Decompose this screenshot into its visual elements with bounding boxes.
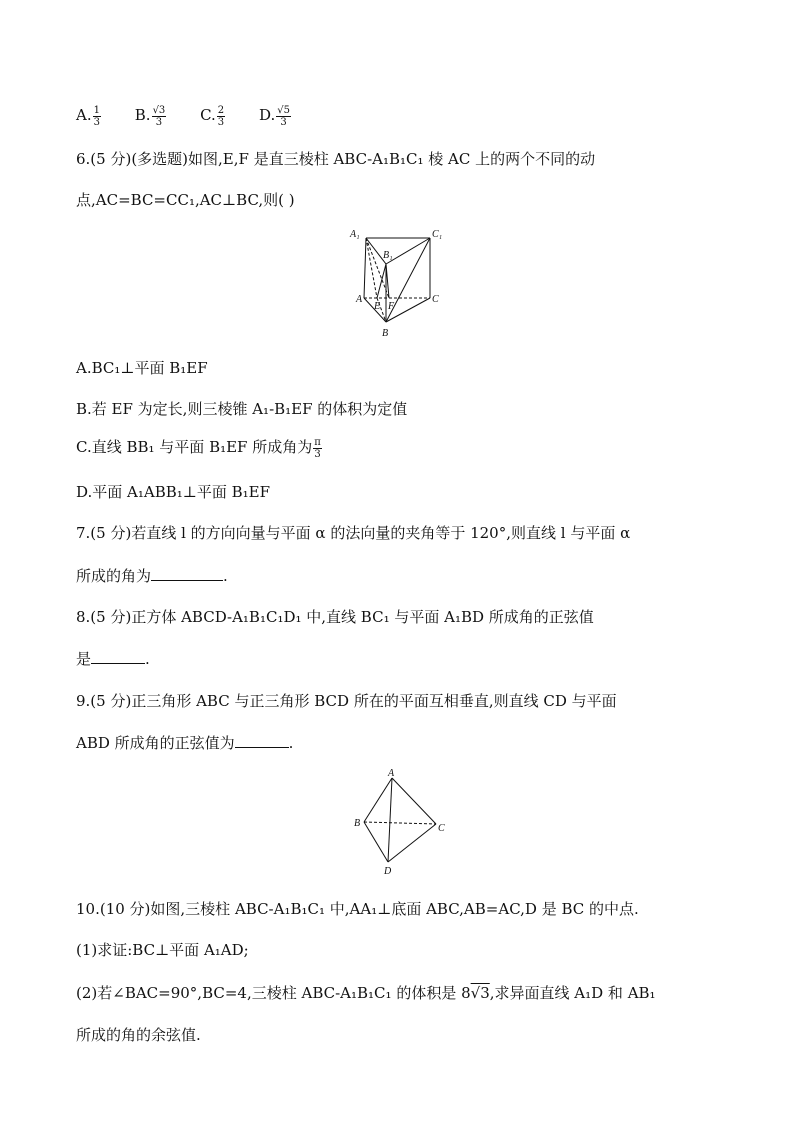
q6-prism-figure — [344, 224, 454, 342]
label-d: D — [384, 866, 392, 876]
q10-part2-line2: 所成的角的余弦值. — [76, 1026, 201, 1044]
q10-stem-line1: 10.(10 分)如图,三棱柱 ABC-A₁B₁C₁ 中,AA₁⊥底面 ABC,AB=AC,D 是 BC 的中点. — [76, 900, 639, 918]
q6-option-a: A.BC₁⊥平面 B₁EF — [76, 359, 208, 377]
q7-stem-line2: 所成的角为 . — [76, 567, 228, 585]
label-c: C — [432, 294, 439, 305]
label-a: A — [356, 294, 363, 305]
label-f: F — [388, 301, 395, 312]
q10-part1: (1)求证:BC⊥平面 A₁AD; — [76, 941, 249, 959]
q5-options — [76, 104, 734, 128]
q8-stem-line1: 8.(5 分)正方体 ABCD-A₁B₁C₁D₁ 中,直线 BC₁ 与平面 A₁BD 所成角的正弦值 — [76, 608, 594, 626]
label-e: E — [374, 301, 381, 312]
label-a1: A₁ — [350, 229, 360, 240]
q8-stem-line2: 是 . — [76, 650, 150, 668]
q5-option-d: D. $\frac{√5}{3}$ — [258, 104, 290, 128]
q7-answer-blank — [151, 566, 223, 581]
q8-answer-blank — [91, 649, 145, 664]
q5-option-c: C. $\frac{2}{3}$ — [200, 104, 225, 128]
q5-option-a: A. $\frac{1}{3}$ — [76, 104, 100, 128]
q9-stem-line2: ABD 所成角的正弦值为 . — [76, 734, 294, 752]
q6-option-b: B.若 EF 为定长,则三棱锥 A₁-B₁EF 的体积为定值 — [76, 400, 408, 418]
label-b1: B₁ — [383, 250, 393, 261]
q7-stem-line1: 7.(5 分)若直线 l 的方向向量与平面 α 的法向量的夹角等于 120°,则直线 l 与平面 α — [76, 524, 631, 542]
label-c1: C₁ — [432, 229, 443, 240]
radical-sqrt3: √3 — [470, 984, 490, 1002]
label-b: B — [382, 328, 389, 339]
q5-option-b: B. $\frac{√3}{3}$ — [134, 104, 166, 128]
q6-option-d: D.平面 A₁ABB₁⊥平面 B₁EF — [76, 483, 271, 501]
q6-stem-line1: 6.(5 分)(多选题)如图,E,F 是直三棱柱 ABC-A₁B₁C₁ 棱 AC 上的两个不同的动 — [76, 150, 596, 168]
label-b: B — [354, 818, 361, 829]
q6-option-c: C.直线 BB₁ 与平面 B₁EF 所成角为 $\frac{\pi}{3}$ — [76, 436, 321, 460]
label-a: A — [388, 768, 395, 779]
q9-stem-line1: 9.(5 分)正三角形 ABC 与正三角形 BCD 所在的平面互相垂直,则直线 CD 与平面 — [76, 692, 617, 710]
label-c: C — [438, 823, 445, 834]
q10-part2-line1: (2)若∠BAC=90°,BC=4,三棱柱 ABC-A₁B₁C₁ 的体积是 8√3,求异面直线 A₁D 和 AB₁ — [76, 984, 656, 1002]
q9-tetra-figure — [350, 768, 450, 876]
q9-answer-blank — [235, 733, 289, 748]
q6-stem-line2: 点,AC=BC=CC₁,AC⊥BC,则( ) — [76, 191, 295, 209]
